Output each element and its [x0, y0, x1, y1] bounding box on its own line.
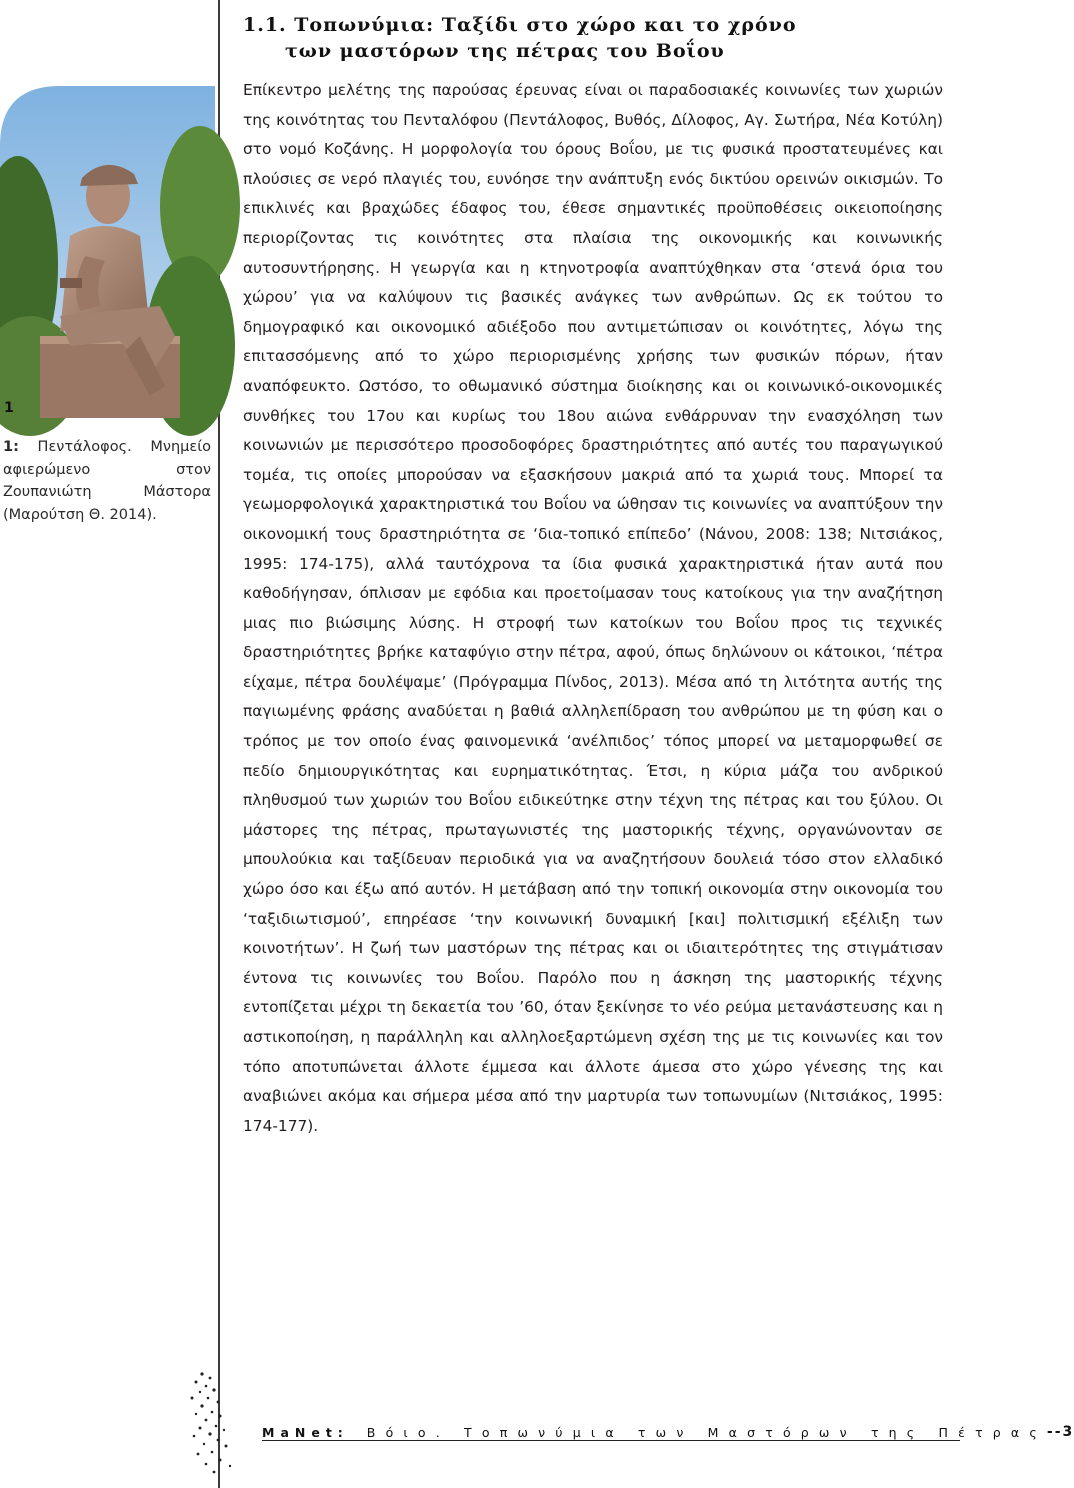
statue-image — [0, 86, 215, 418]
figure-number: 1 — [4, 400, 14, 416]
statue-photo — [0, 86, 215, 418]
footer-brand: MaNet: — [262, 1424, 349, 1440]
heading-line-2: των μαστόρων της πέτρας του Βοΐου — [285, 40, 725, 62]
heading-line-1: 1.1. Τοπωνύμια: Ταξίδι στο χώρο και το χρόνο — [243, 14, 797, 36]
footer-title: Βόιο. Τοπωνύμια των Μαστόρων της Πέτρας — [366, 1424, 1047, 1440]
caption-label: 1: — [3, 439, 19, 455]
page-footer — [262, 1422, 1074, 1442]
page-number: --3 — [1046, 1424, 1074, 1440]
dotted-tree-ornament-icon — [180, 1368, 260, 1478]
figure-caption — [3, 436, 211, 526]
body-paragraph: Επίκεντρο μελέτης της παρούσας έρευνας είναι οι παραδοσιακές κοινωνίες των χωριών της κοινότητας του Πενταλόφου (Πεντάλοφος, Βυθός, Δίλοφος, Αγ. Σωτήρα, Νέα Κοτύλη) στο νομό Κοζάνης. Η μορφολογία του όρους Βοΐου, με τις φυσικά προστατευμένες και πλούσιες σε νερό πλαγιές του, ευνόησε την ανάπτυξη ενός δικτύου ορεινών οικισμών. Το επικλινές και βραχώδες έδαφος του, έθεσε σημαντικές προϋποθέσεις οικειοποίησης περιορίζοντας τις κοινότητες στα πλαίσια της οικονομικής και κοινωνικής αυτοσυντήρησης. Η γεωργία και η κτηνοτροφία αναπτύχθηκαν στα ‘στενά όρια του χώρου’ για να καλύψουν τις βασικές ανάγκες των ανθρώπων. Ως εκ τούτου το δημογραφικό και οικονομικό αδιέξοδο που αντιμετώπισαν οι κοινότητες, λόγω της επιτασσόμενης από το χώρο περιορισμένης χρήσης των φυσικών πόρων, ήταν αναπόφευκτο. Ωστόσο, το οθωμανικό σύστημα διοίκησης και οι κοινωνικό-οικονομικές συνθήκες του 17ου και κυρίως του 18ου αιώνα ενθάρρυναν την ενασχόληση των κοινωνιών με περισσότερο προσοδοφόρες δραστηριότητες από αυτές του παραγωγικού τομέα, τις οποίες μπορούσαν να εξασκήσουν μακριά από τα χωριά τους. Μπορεί τα γεωμορφολογικά χαρακτηριστικά του Βοΐου να ώθησαν τις κοινωνίες να αναπτύξουν την οικονομική τους δραστηριότητα σε ‘δια-τοπικό επίπεδο’ (Νάνου, 2008: 138; Νιτσιάκος, 1995: 174-175), αλλά ταυτόχρονα τα ίδια φυσικά χαρακτηριστικά ήταν αυτά που καθοδήγησαν, όπλισαν με εφόδια και προετοίμασαν τους κατοίκους για την αναζήτηση μιας πιο βιώσιμης λύσης. Η στροφή των κατοίκων του Βοΐου προς τις τεχνικές δραστηριότητες βρήκε καταφύγιο στην πέτρα, αφού, όπως δηλώνουν οι κάτοικοι, ‘πέτρα είχαμε, πέτρα δουλέψαμε’ (Πρόγραμμα Πίνδος, 2013). Μέσα από τη λιτότητα αυτής της παγιωμένης φράσης αναδύεται η βαθιά αλληλεπίδραση του ανθρώπου με τη φύση και ο τρόπος με τον οποίο ένας φαινομενικά ‘ανέλπιδος’ τόπος μπορεί να μεταμορφωθεί σε πεδίο δημιουργικότητας και ευρηματικότητας. Έτσι, η κύρια μάζα του ανδρικού πληθυσμού των χωριών του Βοΐου ειδικεύτηκε στην τέχνη της πέτρας και του ξύλου. Οι μάστορες της πέτρας, πρωταγωνιστές της μαστορικής τέχνης, οργανώνονταν σε μπουλούκια και ταξίδευαν περιοδικά για να αναζητήσουν δουλειά τόσο στον ελλαδικό χώρο όσο και έξω από αυτόν. Η μετάβαση από την τοπική οικονομία στην οικονομία του ‘ταξιδιωτισμού’, επηρέασε ‘την κοινωνική δυναμική [και] πολιτισμική εξέλιξη των κοινοτήτων’. Η ζωή των μαστόρων της πέτρας και οι ιδιαιτερότητες της στιγμάτισαν έντονα τις κοινωνίες του Βοΐου. Παρόλο που η άσκηση της μαστορικής τέχνης εντοπίζεται μέχρι τη δεκαετία του ’60, όταν ξεκίνησε το νέο ρεύμα μετανάστευσης και η αστικοποίηση, η παράλληλη και αλληλοεξαρτώμενη σχέση της με τις κοινωνίες και τον τόπο αποτυπώνεται άλλοτε έμμεσα και άλλοτε άμεσα στο χώρο γένεσης της και αναβιώνει ακόμα και σήμερα μέσα από την μαρτυρία των τοπωνυμίων (Νιτσιάκος, 1995: 174-177). — [243, 81, 943, 1135]
caption-text: Πεντάλοφος. Μνημείο αφιερώμενο στον Ζουπανιώτη Μάστορα (Μαρούτση Θ. 2014). — [3, 439, 211, 523]
footer-rule — [262, 1440, 960, 1441]
section-heading — [243, 12, 943, 64]
